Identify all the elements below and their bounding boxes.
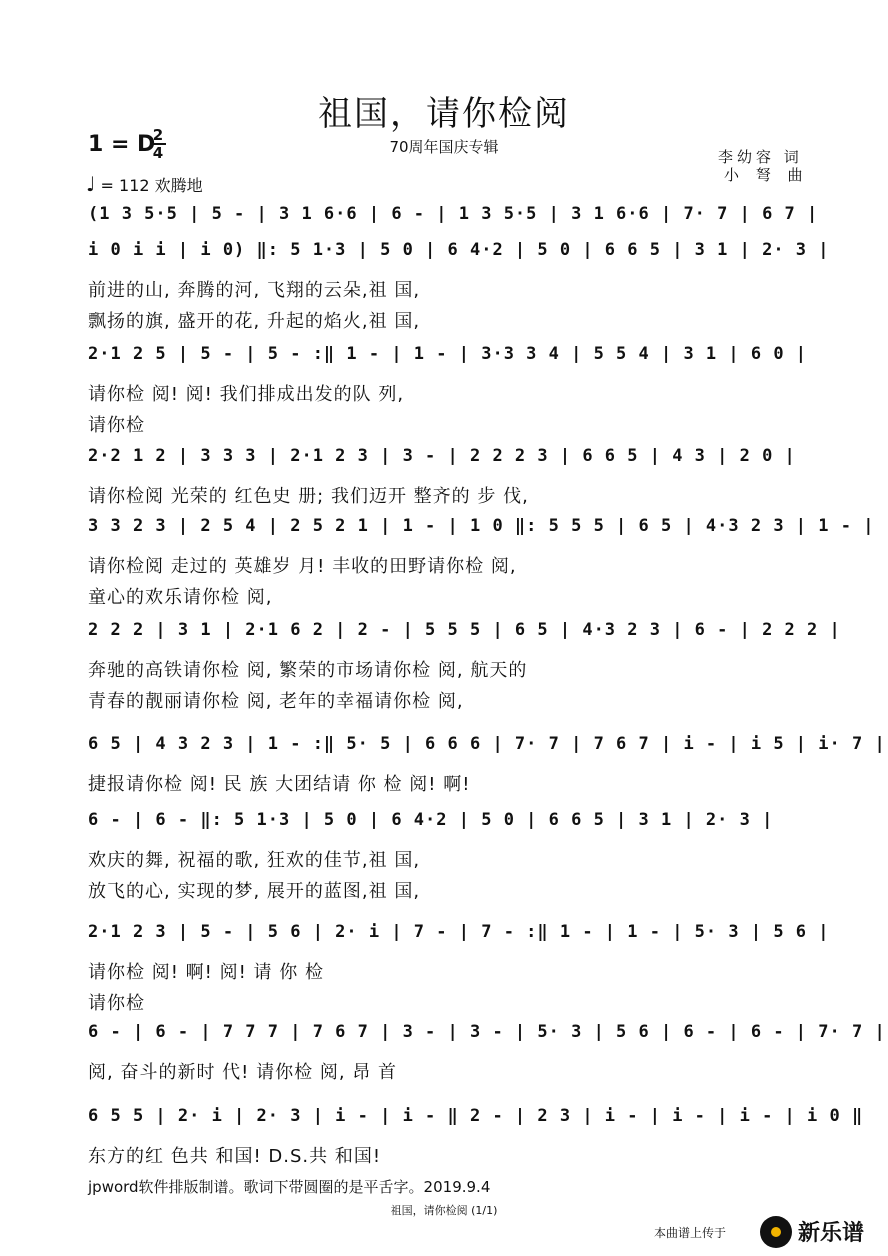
notation-line: 2 2 2 | 3 1 | 2·1 6 2 | 2 - | 5 5 5 | 6 5 | 4·3 2 3 | 6 - | 2 2 2 | [88,620,841,640]
lyric-line: 童心的欢乐请你检 阅, [88,587,273,608]
key-signature: 1 = D [88,132,156,157]
brand-name: 新乐谱 [798,1221,865,1246]
song-title: 祖国，请你检阅 [318,94,570,134]
lyric-line: 请你检阅 光荣的 红色史 册; 我们迈开 整齐的 步 伐, [88,486,529,507]
tempo-text: = 112 欢腾地 [100,176,203,195]
notation-line: 6 5 | 4 3 2 3 | 1 - :‖ 5· 5 | 6 6 6 | 7· 7 | 7 6 7 | i - | i 5 | i· 7 | [88,734,886,754]
lyric-line: 请你检阅 走过的 英雄岁 月! 丰收的田野请你检 阅, [88,556,517,577]
composer-credit: 小 弩 曲 [724,166,809,184]
upload-note: 本曲谱上传于 [654,1226,727,1240]
lyric-line: 欢庆的舞, 祝福的歌, 狂欢的佳节,祖 国, [88,850,421,871]
time-signature [150,128,166,160]
record-label-dot [771,1227,781,1237]
notation-line: 6 - | 6 - ‖: 5 1·3 | 5 0 | 6 4·2 | 5 0 | 6 6 5 | 3 1 | 2· 3 | [88,810,774,830]
lyric-line: 阅, 奋斗的新时 代! 请你检 阅, 昂 首 [88,1062,397,1083]
notation-line: 6 5 5 | 2· i | 2· 3 | i - | i - ‖ 2 - | 2 3 | i - | i - | i - | i 0 ‖ [88,1106,864,1126]
lyricist-credit: 李幼容 词 [718,148,803,166]
lyric-line: 飘扬的旗, 盛开的花, 升起的焰火,祖 国, [88,311,421,332]
page-label: 祖国，请你检阅 (1/1) [390,1204,498,1217]
lyric-line: 请你检 [88,415,145,436]
lyric-line: 奔驰的高铁请你检 阅, 繁荣的市场请你检 阅, 航天的 [88,660,528,681]
notation-line: i 0 i i | i 0) ‖: 5 1·3 | 5 0 | 6 4·2 | 5 0 | 6 6 5 | 3 1 | 2· 3 | [88,240,830,260]
lyric-line: 放飞的心, 实现的梦, 展开的蓝图,祖 国, [88,881,421,902]
time-sig-top: 2 [152,126,164,144]
lyric-line: 请你检 阅! 阅! 我们排成出发的队 列, [88,384,405,405]
notation-line: 2·1 2 5 | 5 - | 5 - :‖ 1 - | 1 - | 3·3 3 4 | 5 5 4 | 3 1 | 6 0 | [88,344,808,364]
time-sig-bottom: 4 [152,144,164,162]
lyric-line: 捷报请你检 阅! 民 族 大团结请 你 检 阅! 啊! [88,774,471,795]
quarter-note-icon: ♩ [86,172,96,196]
lyric-line: 请你检 阅! 啊! 阅! 请 你 检 [88,962,324,983]
notation-line: 3 3 2 3 | 2 5 4 | 2 5 2 1 | 1 - | 1 0 ‖: 5 5 5 | 6 5 | 4·3 2 3 | 1 - | [88,516,875,536]
notation-line: 2·1 2 3 | 5 - | 5 6 | 2· i | 7 - | 7 - :‖ 1 - | 1 - | 5· 3 | 5 6 | [88,922,830,942]
tempo-marking [86,172,203,196]
notation-line: 6 - | 6 - | 7 7 7 | 7 6 7 | 3 - | 3 - | 5· 3 | 5 6 | 6 - | 6 - | 7· 7 | [88,1022,886,1042]
lyric-line: 前进的山, 奔腾的河, 飞翔的云朵,祖 国, [88,280,421,301]
notation-line: 2·2 1 2 | 3 3 3 | 2·1 2 3 | 3 - | 2 2 2 3 | 6 6 5 | 4 3 | 2 0 | [88,446,796,466]
lyric-line: 青春的靓丽请你检 阅, 老年的幸福请你检 阅, [88,691,464,712]
song-subtitle: 70周年国庆专辑 [389,138,499,156]
lyric-line: 东方的红 色共 和国! D.S.共 和国! [88,1146,382,1167]
engraving-note: jpword软件排版制谱。歌词下带圆圈的是平舌字。2019.9.4 [88,1178,491,1196]
lyric-line: 请你检 [88,993,145,1014]
notation-line: (1 3 5·5 | 5 - | 3 1 6·6 | 6 - | 1 3 5·5 | 3 1 6·6 | 7· 7 | 6 7 | [88,204,819,224]
